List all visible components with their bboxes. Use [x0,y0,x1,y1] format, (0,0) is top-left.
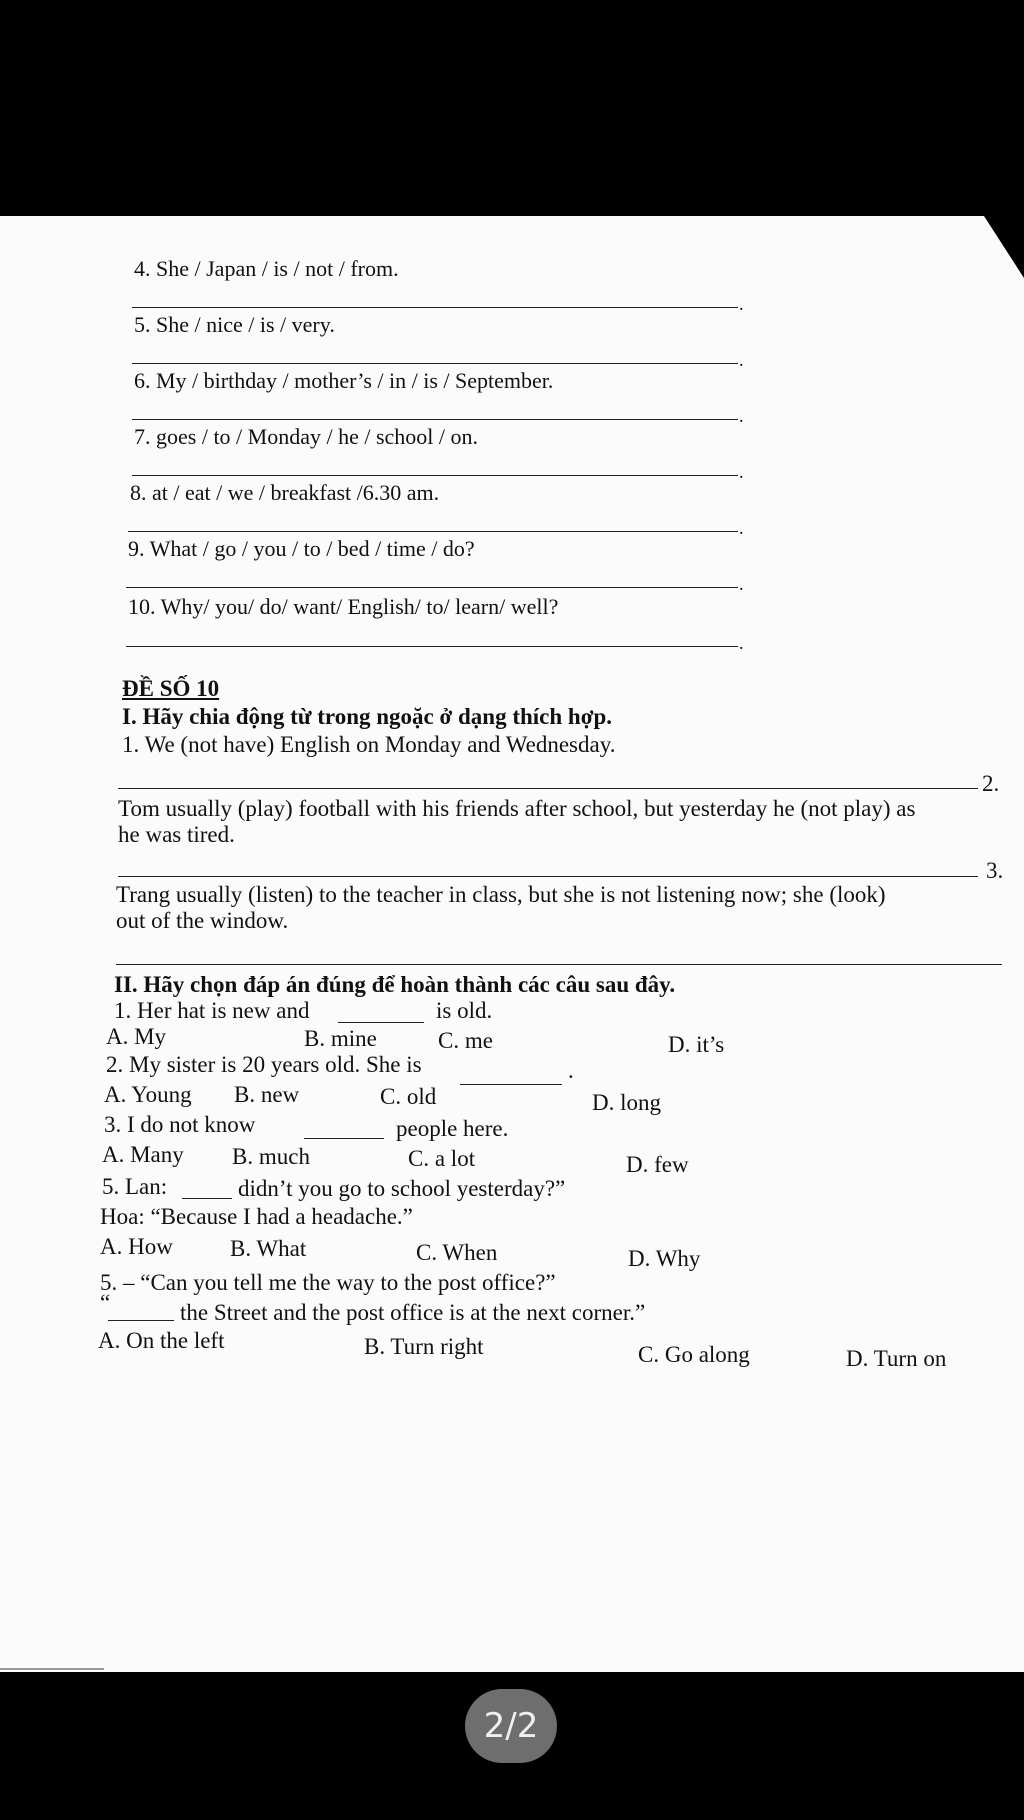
option-c[interactable]: C. Go along [638,1342,750,1367]
section-2-q5b-prompt: 5. – “Can you tell me the way to the post office?” [100,1270,556,1295]
section-2-q1-prompt-end: is old. [436,998,493,1023]
option-c[interactable]: C. me [438,1028,493,1053]
line-end-dot: . [739,633,744,653]
answer-line[interactable] [128,531,738,532]
answer-line[interactable] [132,363,738,364]
answer-line[interactable] [132,475,738,476]
answer-line[interactable] [126,646,738,647]
reorder-item-7: 7. goes / to / Monday / he / school / on. [134,424,479,449]
page-corner-fold [984,216,1024,278]
option-a[interactable]: A. Young [104,1082,192,1107]
answer-blank[interactable] [338,1022,424,1023]
section-2-q3-prompt-end: people here. [396,1116,509,1141]
page-indicator[interactable]: 2/2 [465,1689,557,1763]
line-end-dot: . [739,518,744,538]
reorder-item-6: 6. My / birthday / mother’s / in / is / September. [134,368,554,393]
page-edge-line [0,1668,104,1670]
option-c[interactable]: C. old [380,1084,437,1109]
option-a[interactable]: A. On the left [98,1328,225,1353]
section-2-q2-prompt-end: . [568,1058,574,1083]
answer-line[interactable] [132,419,738,420]
option-c[interactable]: C. a lot [408,1146,476,1171]
option-d[interactable]: D. Turn on [846,1346,947,1371]
option-b[interactable]: B. new [234,1082,300,1107]
quote-mark: “ [100,1290,111,1315]
option-a[interactable]: A. Many [102,1142,184,1167]
reorder-item-4: 4. She / Japan / is / not / from. [134,256,399,281]
line-end-dot: . [739,462,744,482]
option-b[interactable]: B. mine [304,1026,377,1051]
test-heading: ĐỀ SỐ 10 [122,676,220,701]
option-c[interactable]: C. When [416,1240,498,1265]
section-1-q3-number: 3. [986,858,1004,883]
section-2-title: II. Hãy chọn đáp án đúng để hoàn thành các câu sau đây. [114,972,676,997]
section-2-q5a-prompt-end: didn’t you go to school yesterday?” [238,1176,566,1201]
answer-line[interactable] [116,964,1002,965]
viewer-top-bar [0,0,1024,216]
section-2-q1-prompt: 1. Her hat is new and [114,998,310,1023]
section-2-q5b-prompt-end: the Street and the post office is at the next corner.” [180,1300,646,1325]
option-d[interactable]: D. Why [628,1246,701,1271]
reorder-item-10: 10. Why/ you/ do/ want/ English/ to/ learn/ well? [128,594,559,619]
option-b[interactable]: B. What [230,1236,307,1261]
reorder-item-9: 9. What / go / you / to / bed / time / do? [128,536,475,561]
line-end-dot: . [739,406,744,426]
answer-blank[interactable] [304,1138,384,1139]
section-1-q1: 1. We (not have) English on Monday and Wednesday. [122,732,616,757]
option-b[interactable]: B. Turn right [364,1334,484,1359]
answer-blank[interactable] [108,1320,174,1321]
option-a[interactable]: A. My [106,1024,167,1049]
reorder-item-8: 8. at / eat / we / breakfast /6.30 am. [130,480,440,505]
section-2-q5a-reply: Hoa: “Because I had a headache.” [100,1204,413,1229]
section-1-q2-number: 2. [982,771,1000,796]
answer-line[interactable] [126,587,738,588]
option-d[interactable]: D. few [626,1152,689,1177]
answer-blank[interactable] [182,1198,232,1199]
section-2-q2-prompt: 2. My sister is 20 years old. She is [106,1052,422,1077]
option-b[interactable]: B. much [232,1144,310,1169]
section-1-q2-line1: Tom usually (play) football with his friends after school, but yesterday he (not play) as [118,796,916,821]
option-d[interactable]: D. it’s [668,1032,725,1057]
section-1-title: I. Hãy chia động từ trong ngoặc ở dạng thích hợp. [122,704,612,729]
answer-line[interactable] [132,307,738,308]
option-a[interactable]: A. How [100,1234,173,1259]
section-1-q3-line1: Trang usually (listen) to the teacher in class, but she is not listening now; she (look) [116,882,886,907]
section-2-q5a-prompt: 5. Lan: [102,1174,168,1199]
line-end-dot: . [739,294,744,314]
answer-line[interactable] [118,788,978,789]
option-d[interactable]: D. long [592,1090,661,1115]
answer-line[interactable] [118,876,978,877]
line-end-dot: . [739,574,744,594]
reorder-item-5: 5. She / nice / is / very. [134,312,335,337]
section-1-q3-line2: out of the window. [116,908,289,933]
section-1-q2-line2: he was tired. [118,822,235,847]
section-2-q3-prompt: 3. I do not know [104,1112,256,1137]
line-end-dot: . [739,350,744,370]
document-page [0,216,1024,1672]
answer-blank[interactable] [460,1084,562,1085]
